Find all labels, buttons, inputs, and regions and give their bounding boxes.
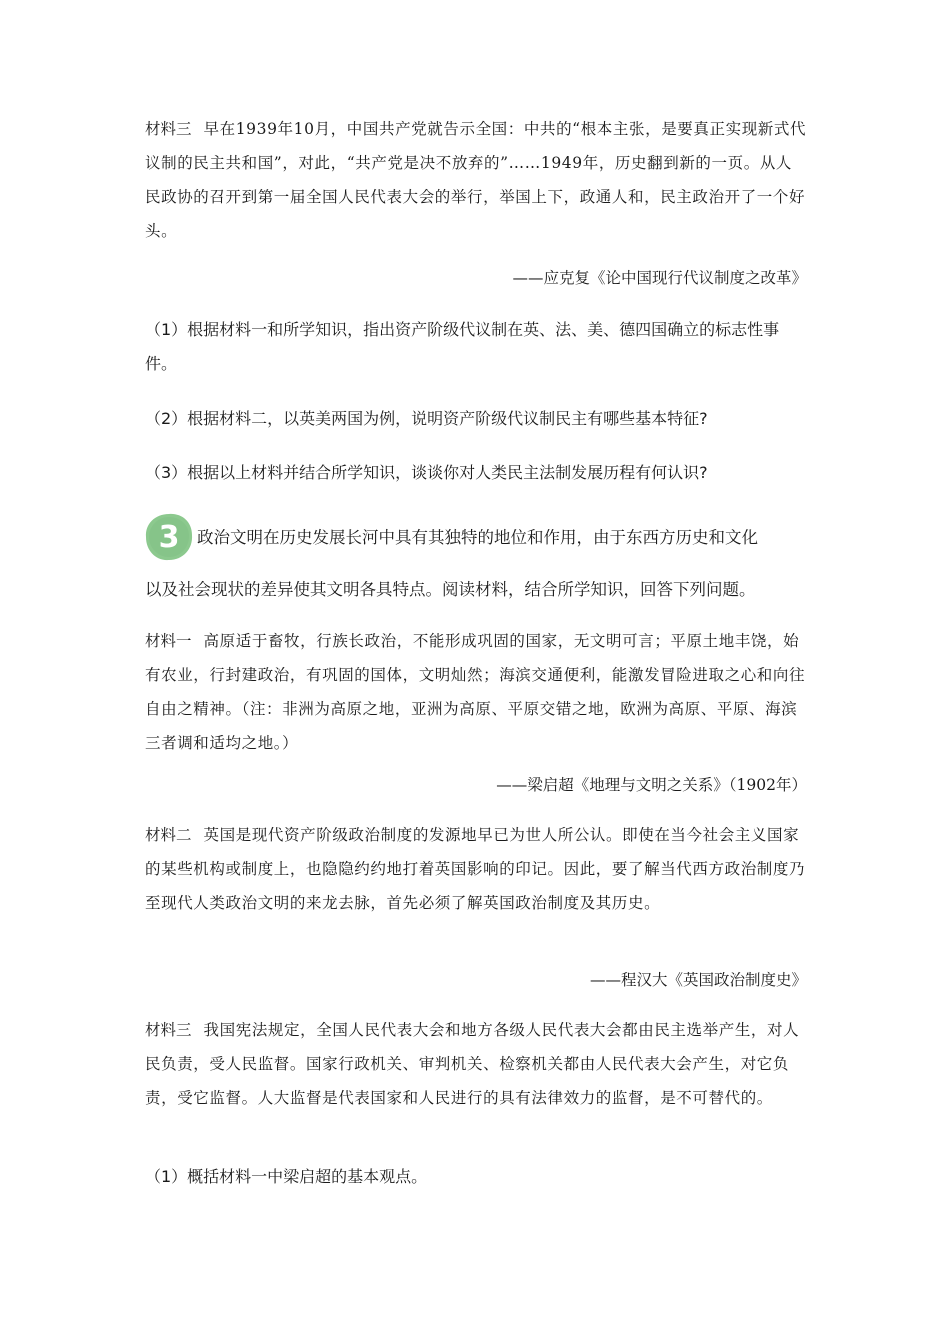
question-1: （1）概括材料一中梁启超的基本观点。 (145, 1167, 428, 1186)
section-a-material3 (145, 112, 807, 248)
material-source: ——应克复《论中国现行代议制度之改革》 (512, 269, 807, 287)
intro-line-2: 以及社会现状的差异使其文明各具特点。阅读材料，结合所学知识，回答下列问题。 (145, 580, 756, 599)
section-b-intro (145, 512, 807, 616)
question-1: （1）根据材料一和所学知识，指出资产阶级代议制在英、法、美、德四国确立的标志性事件。 (145, 320, 780, 373)
material-lead: 材料三 (145, 1021, 192, 1039)
intro-line-1: 政治文明在历史发展长河中具有其独特的地位和作用，由于东西方历史和文化 (197, 528, 758, 547)
section-b-material2 (145, 818, 807, 920)
material-text: 早在1939年10月，中国共产党就告示全国：中共的“根本主张，是要真正实现新式代议制的民主共和国”，对此，“共产党是决不放弃的”……1949年，历史翻到新的一页。从人民政协的召开到第一届全国人民代表大会的举行，举国上下，政通人和，民主政治开了一个好头。 (145, 120, 807, 240)
question-3: （3）根据以上材料并结合所学知识，谈谈你对人类民主法制发展历程有何认识? (145, 463, 708, 482)
section-b-material1 (145, 624, 807, 760)
material-lead: 材料二 (145, 826, 192, 844)
question-2: （2）根据材料二，以英美两国为例，说明资产阶级代议制民主有哪些基本特征? (145, 409, 708, 428)
badge-number: 3 (158, 520, 180, 555)
section-b-material3 (145, 1013, 807, 1115)
material-text: 英国是现代资产阶级政治制度的发源地早已为世人所公认。即使在当今社会主义国家的某些机构或制度上，也隐隐约约地打着英国影响的印记。因此，要了解当代西方政治制度乃至现代人类政治文明的来龙去脉，首先必须了解英国政治制度及其历史。 (145, 826, 806, 912)
material-source: ——程汉大《英国政治制度史》 (589, 971, 807, 989)
material-text: 我国宪法规定，全国人民代表大会和地方各级人民代表大会都由民主选举产生，对人民负责，受人民监督。国家行政机关、审判机关、检察机关都由人民代表大会产生，对它负责，受它监督。人大监督是代表国家和人民进行的具有法律效力的监督，是不可替代的。 (145, 1021, 800, 1107)
material-source: ——梁启超《地理与文明之关系》（1902年） (496, 776, 807, 794)
material-lead: 材料一 (145, 632, 192, 650)
material-lead: 材料三 (145, 120, 192, 138)
material-text: 高原适于畜牧，行族长政治，不能形成巩固的国家，无文明可言；平原土地丰饶，始有农业，行封建政治，有巩固的国体，文明灿然；海滨交通便利，能激发冒险进取之心和向往自由之精神。（注：非洲为高原之地，亚洲为高原、平原交错之地，欧洲为高原、平原、海滨三者调和适均之地。） (145, 632, 806, 752)
